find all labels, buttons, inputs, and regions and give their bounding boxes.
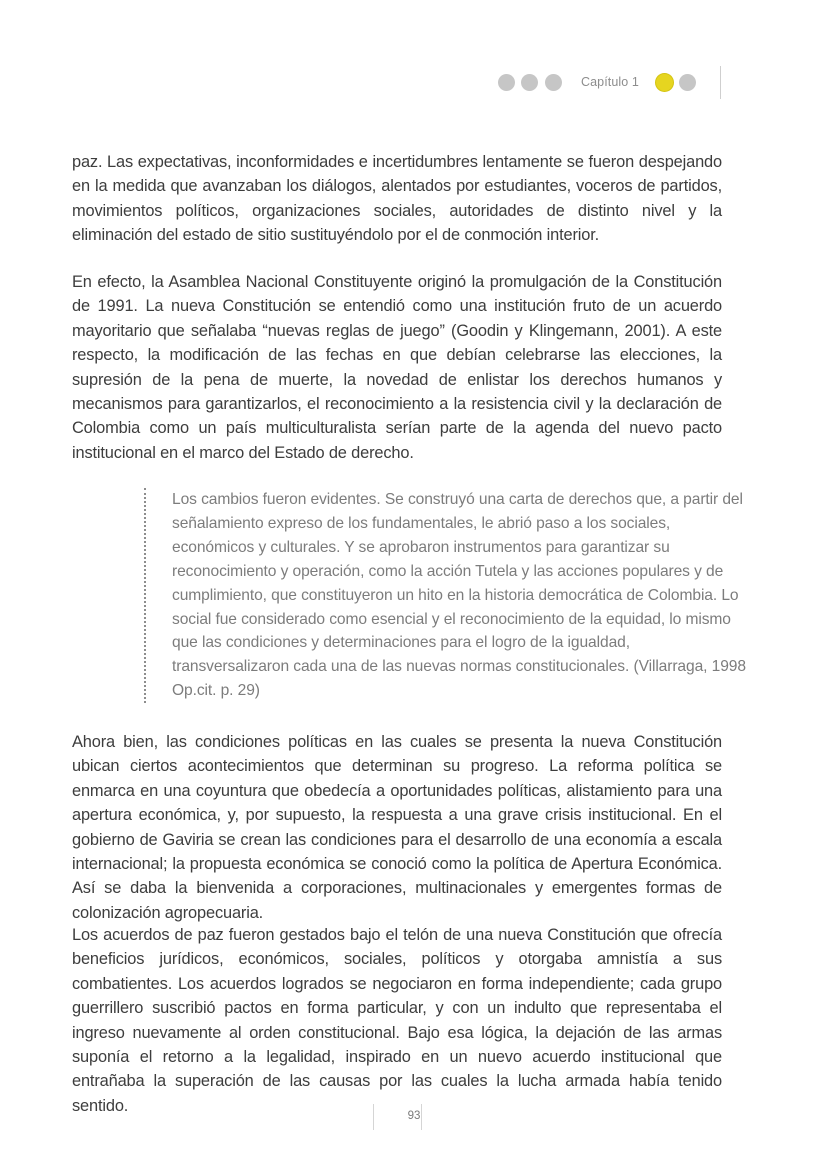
quote-text: Los cambios fueron evidentes. Se construyó una carta de derechos que, a partir del señalamiento expreso de los fundamentales, le abrió paso a los sociales, económicos y culturales. Y se aprobaron instrumentos para garantizar su reconocimiento y operación, como la acción Tutela y las acciones populares y de cumplimiento, que constituyeron un hito en la historia democrática de Colombia. Lo social fue considerado como esencial y el reconocimiento de la equidad, lo mismo que las condiciones y determinaciones para el logro de la igualdad, transversalizaron cada una de las nuevas normas constitucionales. (Villarraga, 1998 Op.cit. p. 29) (172, 491, 746, 700)
paragraph: Ahora bien, las condiciones políticas en las cuales se presenta la nueva Constitución ubican ciertos acontecimientos que determinan su progreso. La reforma política se enmarca en una coyuntura que obedecía a oportunidades políticas, alistamiento para una apertura económica, y, por supuesto, la respuesta a una grave crisis institucional. En el gobierno de Gaviria se crean las condiciones para el desarrollo de una economía a escala internacional; la propuesta económica se conoció como la política de Apertura Económica. Así se daba la bienvenida a corporaciones, multinacionales y emergentes formas de colonización agropecuaria. (72, 733, 722, 922)
paragraph: En efecto, la Asamblea Nacional Constituyente originó la promulgación de la Constitución de 1991. La nueva Constitución se entendió como una institución fruto de un acuerdo mayoritario que señalaba “nuevas reglas de juego” (Goodin y Klingemann, 2001). A este respecto, la modificación de las fechas en que debían celebrarse las elecciones, la supresión de la pena de muerte, la novedad de enlistar los derechos humanos y mecanismos para garantizarlos, el reconocimiento a la resistencia civil y la declaración de Colombia como un país multiculturalista serían parte de la agenda del nuevo pacto institucional en el marco del Estado de derecho. (72, 273, 722, 462)
block-quote (144, 488, 750, 703)
paragraph: paz. Las expectativas, inconformidades e incertidumbres lentamente se fueron despejando en la medida que avanzaban los diálogos, alentados por estudiantes, voceros de partidos, movimientos políticos, organizaciones sociales, autoridades de distinto nivel y la eliminación del estado de sitio sustituyéndolo por el de conmoción interior. (72, 153, 722, 245)
page-header (0, 71, 828, 95)
chapter-dot-icon (521, 74, 538, 91)
active-chapter-dot-icon (656, 74, 673, 91)
header-divider (720, 66, 721, 99)
chapter-dot-icon (498, 74, 515, 91)
footer-divider (421, 1104, 422, 1130)
chapter-dot-icon (545, 74, 562, 91)
paragraph: Los acuerdos de paz fueron gestados bajo el telón de una nueva Constitución que ofrecía beneficios jurídicos, económicos, sociales, políticos y otorgaba amnistía a sus combatientes. Los acuerdos logrados se negociaron en forma independiente; cada grupo guerrillero suscribió pactos en forma particular, y con un indulto que representaba el ingreso nuevamente al orden constitucional. Bajo esa lógica, la dejación de las armas suponía el retorno a la legalidad, inspirado en un nuevo acuerdo institucional que entrañaba la superación de las causas por las cuales la lucha armada había tenido sentido. (72, 926, 722, 1115)
chapter-dot-icon (679, 74, 696, 91)
page-number: 93 (407, 1110, 421, 1122)
chapter-label: Capítulo 1 (581, 75, 639, 89)
